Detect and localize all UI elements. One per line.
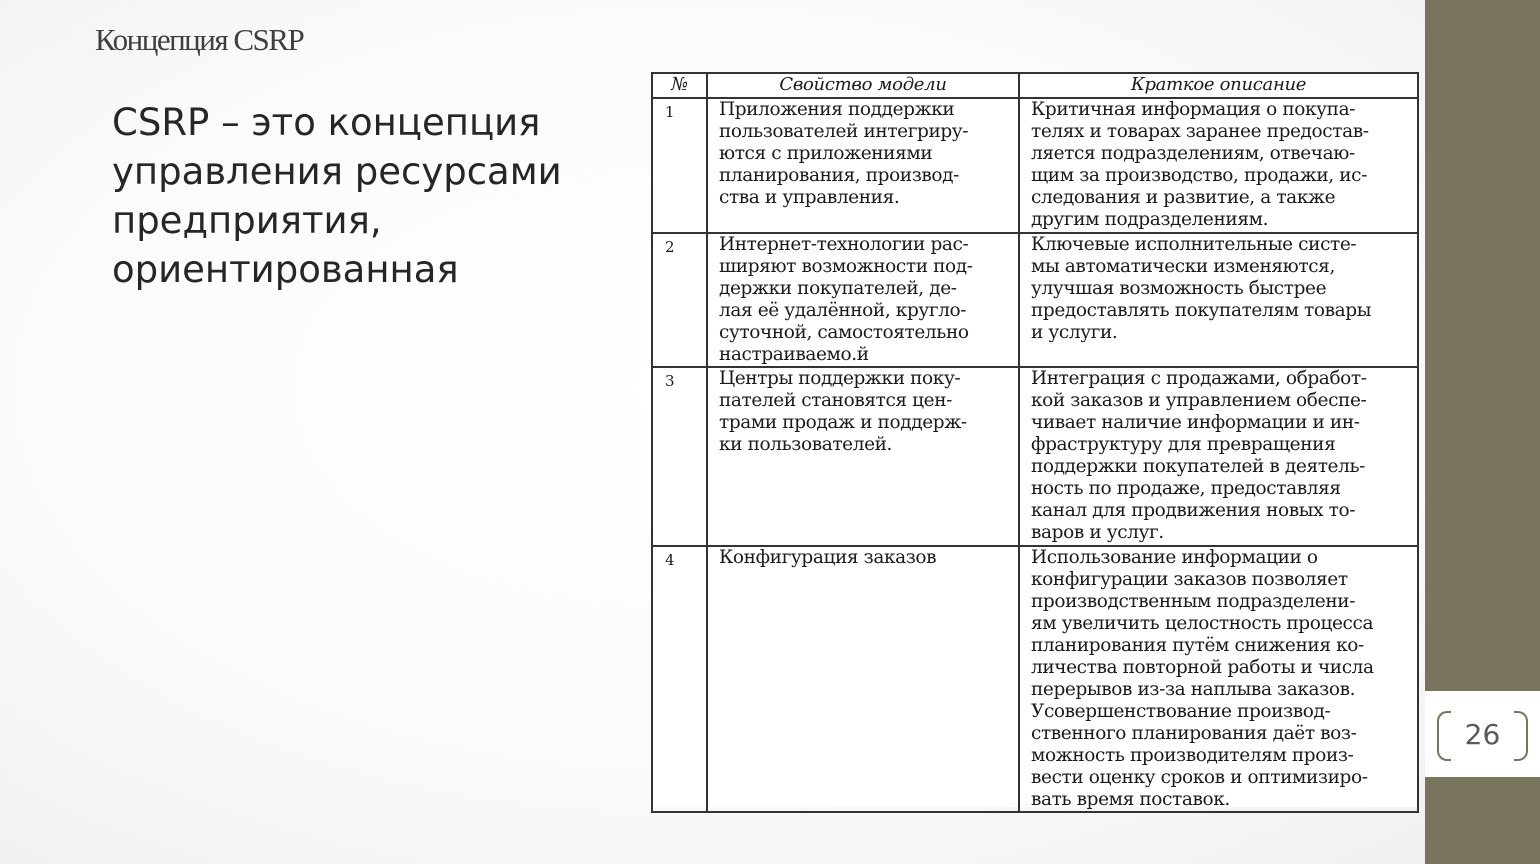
page-number-badge <box>1425 691 1540 777</box>
row-property: Интернет-технологии рас- ширяют возможности под- держки покупателей, де- лая её удалённой, кругло- суточной, самостоятельно настраиваемо.й <box>707 233 1019 367</box>
right-bracket-decoration <box>1514 711 1528 761</box>
row-description: Использование информации о конфигурации заказов позволяет производственным подразделени- ям увеличить целостность процесса планирования путём снижения ко- личества повторной работы и числа перерывов из-за наплыва заказов. Усовершенствование производ- ственного планирования даёт воз- можность производителям произ- вести оценку сроков и оптимизиро- вать время поставок. <box>1019 546 1418 812</box>
row-number: 3 <box>652 367 707 546</box>
row-number: 1 <box>652 98 707 233</box>
row-description: Ключевые исполнительные систе- мы автоматически изменяются, улучшая возможность быстрее предоставлять покупателям товары и услуги. <box>1019 233 1418 367</box>
table-row <box>652 233 1418 367</box>
row-property: Приложения поддержки пользователей интегриру- ются с приложениями планирования, производ- ства и управления. <box>707 98 1019 233</box>
header-property: Свойство модели <box>707 73 1019 98</box>
slide-body-text: CSRP – это концепция управления ресурсами предприятия, ориентированная <box>112 101 562 291</box>
row-description: Интеграция с продажами, обработ- кой заказов и управлением обеспе- чивает наличие информации и ин- фраструктуру для превращения поддержки покупателей в деятель- ность по продаже, предоставляя канал для продвижения новых то- варов и услуг. <box>1019 367 1418 546</box>
slide-title: Концепция CSRP <box>95 22 304 57</box>
row-number: 2 <box>652 233 707 367</box>
row-property: Центры поддержки поку- пателей становятся цен- трами продаж и поддерж- ки пользователей. <box>707 367 1019 546</box>
row-number: 4 <box>652 546 707 812</box>
page-number: 26 <box>1464 717 1501 751</box>
table-row <box>652 546 1418 812</box>
table-row <box>652 367 1418 546</box>
table-row <box>652 98 1418 233</box>
header-description: Краткое описание <box>1019 73 1418 98</box>
row-property: Конфигурация заказов <box>707 546 1019 812</box>
model-properties-table <box>651 72 1419 813</box>
model-properties-table-image <box>651 72 1417 810</box>
header-number: № <box>652 73 707 98</box>
table-header-row <box>652 73 1418 98</box>
row-description: Критичная информация о покупа- телях и товарах заранее предостав- ляется подразделениям, отвечаю- щим за производство, продажи, ис- следования и развитие, а также другим подразделениям. <box>1019 98 1418 233</box>
